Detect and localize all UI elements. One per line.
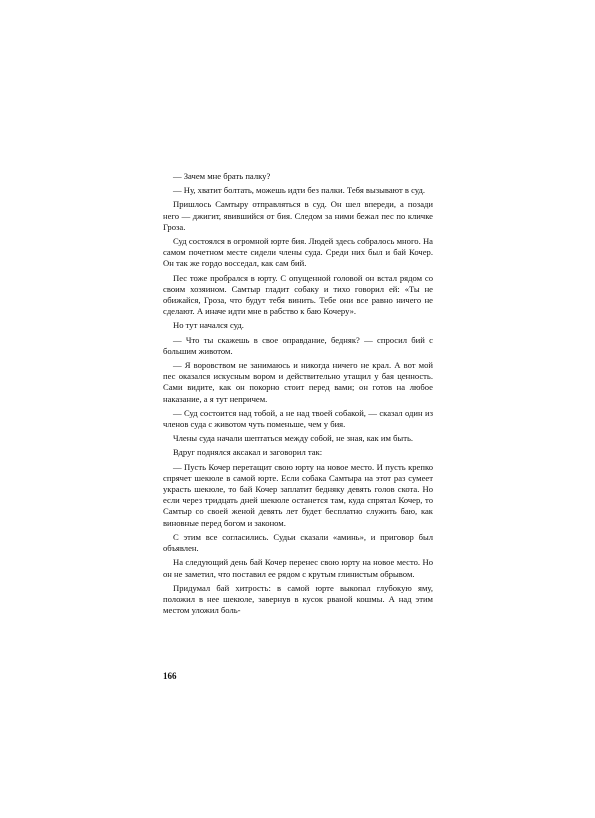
- paragraph: На следующий день бай Кочер перенес свою юрту на новое место. Но он не заметил, что поставил ее рядом с крутым глинистым обрывом.: [163, 557, 433, 579]
- paragraph: — Пусть Кочер перетащит свою юрту на новое место. И пусть крепко спрячет шекюле в самой юрте. Если собака Самтыра на этот раз сумеет украсть шекюле, то бай Кочер заплатит бедняку девять голов скота. Но если через тридцать дней шекюле останется там, куда спрятал Кочер, то Самтыр со своей женой девять лет будет бесплатно служить баю, как виновные перед богом и законом.: [163, 461, 433, 528]
- paragraph: — Суд состоится над тобой, а не над твоей собакой, — сказал один из членов суда с животом чуть поменьше, чем у бия.: [163, 407, 433, 430]
- paragraph: Суд состоялся в огромной юрте бия. Людей здесь собралось много. На самом почетном месте сидели члены суда. Среди них был и бай Кочер. Он так же гордо восседал, как сам бий.: [163, 236, 433, 269]
- paragraph: — Что ты скажешь в свое оправдание, бедняк? — спросил бий с большим животом.: [163, 334, 433, 356]
- paragraph: Придумал бай хитрость: в самой юрте выкопал глубокую яму, положил в нее шекюле, завернув в кусок рваной кошмы. А над этим местом уложил боль-: [163, 582, 433, 616]
- paragraph: Члены суда начали шептаться между собой, не зная, как им быть.: [173, 433, 414, 444]
- paragraph: С этим все согласились. Судьи сказали «аминь», и приговор был объявлен.: [163, 531, 433, 554]
- paragraph: Пес тоже пробрался в юрту. С опущенной головой он встал рядом со своим хозяином. Самтыр гладит собаку и тихо говорил ей: «Ты не обижайся, Гроза, что будут тебя винить. Тебе они все равно ничего не сделают. А иначе идти мне в рабство к баю Кочеру».: [163, 272, 433, 317]
- paragraph: — Ну, хватит болтать, можешь идти без палки. Тебя вызывают в суд.: [173, 185, 426, 196]
- paragraph: Пришлось Самтыру отправляться в суд. Он шел впереди, а позади него — джигит, явившийся от бия. Следом за ними бежал пес по кличке Гроза.: [163, 199, 433, 232]
- text-column: [163, 171, 433, 619]
- page-number: 166: [163, 671, 177, 681]
- paragraph: — Зачем мне брать палку?: [173, 171, 271, 181]
- paragraph: Но тут начался суд.: [173, 320, 244, 331]
- paragraph: Вдруг поднялся аксакал и заговорил так:: [173, 447, 323, 458]
- paragraph: — Я воровством не занимаюсь и никогда ничего не крал. А вот мой пес оказался искусным вором и действительно утащил у бая ценность. Сами видите, как он покорно стоит перед вами; он готов на любое наказание, а я тут непричем.: [163, 360, 433, 404]
